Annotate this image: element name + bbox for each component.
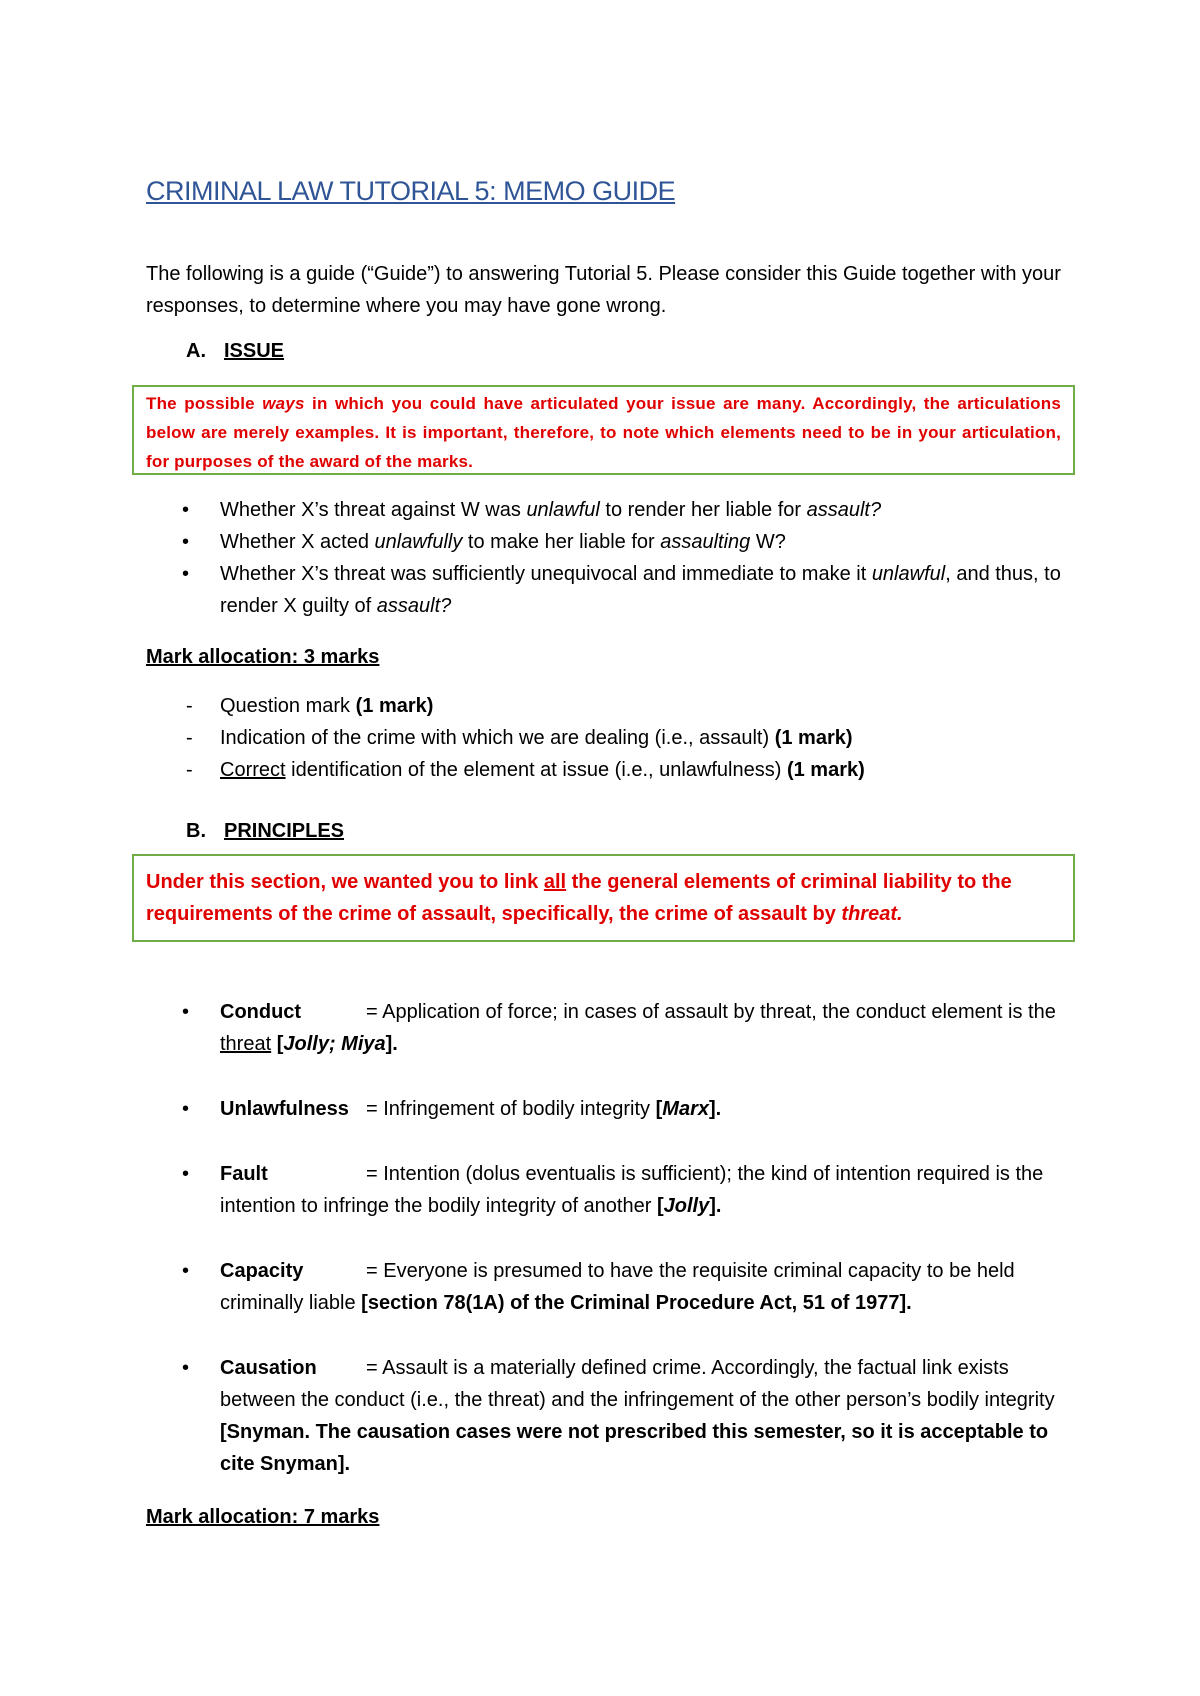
- issue-list: [146, 494, 1086, 622]
- list-item: • Whether X’s threat was sufficiently unequivocal and immediate to make it unlawful, and thus, to render X guilty of assault?: [182, 563, 1061, 617]
- section-b-number: B.: [186, 820, 206, 842]
- section-b-note-box: Under this section, we wanted you to link all the general elements of criminal liability to the requirements of the crime of assault, specifically, the crime of assault by threat.: [132, 854, 1075, 942]
- list-item: • Whether X’s threat against W was unlawful to render her liable for assault?: [182, 499, 882, 521]
- section-a-number: A.: [186, 340, 206, 362]
- principle-conduct: • Conduct = Application of force; in cases of assault by threat, the conduct element is the threat [Jolly; Miya].: [182, 1001, 1056, 1055]
- principle-fault: • Fault = Intention (dolus eventualis is sufficient); the kind of intention required is the intention to infringe the bodily integrity of another [Jolly].: [182, 1163, 1044, 1217]
- mark-allocation-a: Mark allocation: 3 marks: [146, 646, 380, 668]
- section-a-note-box: The possible ways in which you could have articulated your issue are many. Accordingly, the articulations below are merely examples. It is important, therefore, to note which elements need to be in your articulation, for purposes of the award of the marks.: [132, 385, 1075, 475]
- mark-allocation-b: Mark allocation: 7 marks: [146, 1506, 380, 1528]
- document-title: CRIMINAL LAW TUTORIAL 5: MEMO GUIDE: [146, 176, 676, 206]
- section-a-heading: [186, 340, 284, 363]
- section-b-title: PRINCIPLES: [224, 820, 345, 842]
- list-item: - Indication of the crime with which we are dealing (i.e., assault) (1 mark): [186, 727, 853, 749]
- principle-capacity: • Capacity = Everyone is presumed to have the requisite criminal capacity to be held criminally liable [section 78(1A) of the Criminal Procedure Act, 51 of 1977].: [182, 1260, 1015, 1314]
- principles-list: [146, 996, 1086, 1513]
- mark-list: [146, 690, 1086, 786]
- list-item: - Question mark (1 mark): [186, 695, 434, 717]
- section-a-title: ISSUE: [224, 340, 285, 362]
- principle-unlawfulness: • Unlawfulness = Infringement of bodily integrity [Marx].: [182, 1098, 722, 1120]
- section-b-heading: [186, 820, 344, 843]
- principle-causation: • Causation = Assault is a materially defined crime. Accordingly, the factual link exists between the conduct (i.e., the threat) and the infringement of the other person’s bodily integrity [Snyman. The causation cases were not prescribed this semester, so it is acceptable to cite Snyman].: [182, 1357, 1055, 1475]
- list-item: - Correct identification of the element at issue (i.e., unlawfulness) (1 mark): [186, 759, 865, 781]
- list-item: • Whether X acted unlawfully to make her liable for assaulting W?: [182, 531, 786, 553]
- intro-paragraph: The following is a guide (“Guide”) to answering Tutorial 5. Please consider this Guide together with your responses, to determine where you may have gone wrong.: [146, 263, 1061, 317]
